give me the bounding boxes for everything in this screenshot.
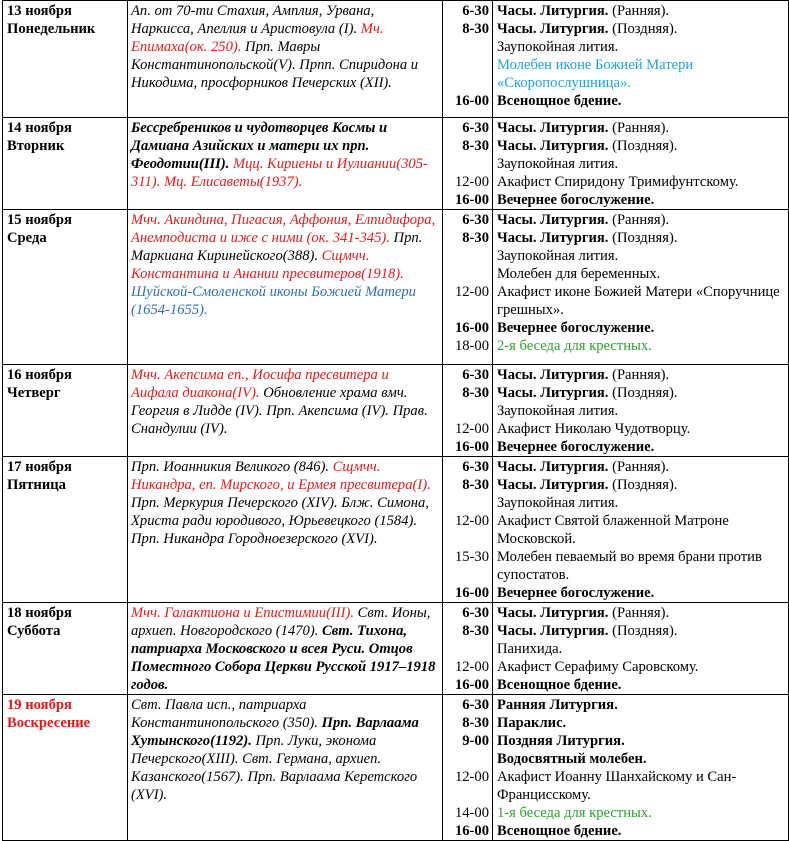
- service-entry: [497, 438, 786, 456]
- service-entry: [497, 584, 786, 602]
- service-entry: [497, 604, 786, 622]
- service-time: 16-00: [454, 439, 489, 455]
- service-entry: [497, 247, 786, 265]
- service-time: 6-30: [462, 367, 489, 383]
- service-entry: [497, 56, 786, 92]
- service-text: Заупокойная лития.: [497, 403, 619, 419]
- service-time: 12-00: [454, 513, 489, 529]
- service-text: (Поздняя).: [608, 138, 678, 154]
- commemoration-text: Прп. Иоанникия Великого (846).: [131, 459, 333, 475]
- service-text: Акафист Святой блаженной Матроне Московской.: [497, 513, 729, 547]
- commemoration-text: Свт. Ионы, архиеп. Новгородского (1470).: [131, 605, 431, 639]
- service-time: 8-30: [462, 715, 489, 731]
- service-entry: [497, 768, 786, 804]
- service-entry: [497, 173, 786, 191]
- service-text: Часы. Литургия.: [497, 138, 609, 154]
- day-date: 13 ноября: [7, 3, 72, 19]
- service-time: [445, 494, 489, 512]
- service-text: Вечернее богослужение.: [497, 585, 655, 601]
- service-entry: [497, 119, 786, 137]
- service-entry: [497, 402, 786, 420]
- day-row: [3, 457, 789, 603]
- service-text: (Поздняя).: [608, 385, 678, 401]
- services-cell: [493, 457, 789, 603]
- commemoration-text: Сщмчч. Никандра, еп. Мирского, и Ермея пресвитера(I).: [131, 459, 431, 493]
- commemoration-text: Мч. Епимаха(ок. 250).: [131, 21, 384, 55]
- service-text: Часы. Литургия.: [497, 385, 609, 401]
- service-schedule-table: [2, 0, 789, 841]
- service-time: [445, 155, 489, 173]
- service-entry: [497, 658, 786, 676]
- commemoration-text: Прп. Маркиана Киринейского(388).: [131, 230, 423, 264]
- day-date: 16 ноября: [7, 367, 72, 383]
- service-time: 16-00: [454, 823, 489, 839]
- service-time: 12-00: [454, 174, 489, 190]
- saints-cell: [128, 210, 443, 365]
- service-text: Вечернее богослужение.: [497, 320, 655, 336]
- service-time: [445, 247, 489, 265]
- service-text: Часы. Литургия.: [497, 459, 609, 475]
- service-text: Параклис.: [497, 715, 567, 731]
- service-entry: [497, 804, 786, 822]
- day-date: 17 ноября: [7, 459, 72, 475]
- service-time: [445, 265, 489, 283]
- commemoration-text: Мцц. Кириены и Иулиании(305-311). Мц. Елисаветы(1937).: [131, 156, 428, 190]
- saints-cell: [128, 457, 443, 603]
- day-weekday: Суббота: [7, 623, 61, 639]
- service-entry: [497, 229, 786, 247]
- commemoration-text: Мчч. Акепсима еп., Иосифа пресвитера и Аифала диакона(IV).: [131, 367, 389, 401]
- service-entry: [497, 92, 786, 110]
- service-time: 8-30: [462, 477, 489, 493]
- service-time: 12-00: [454, 421, 489, 437]
- service-text: Панихида.: [497, 641, 563, 657]
- saints-cell: [128, 365, 443, 457]
- service-text: (Поздняя).: [608, 230, 678, 246]
- service-entry: [497, 283, 786, 319]
- service-text: Часы. Литургия.: [497, 605, 609, 621]
- service-time: 16-00: [454, 320, 489, 336]
- service-entry: [497, 265, 786, 283]
- saints-cell: [128, 695, 443, 841]
- service-entry: [497, 38, 786, 56]
- commemoration-text: Обновление храма вмч. Георгия в Лидде (IV). Прп. Акепсима (IV). Прав. Снандулии (IV).: [131, 385, 428, 437]
- times-cell: [443, 210, 493, 365]
- services-cell: [493, 603, 789, 695]
- service-text: (Ранняя).: [608, 120, 670, 136]
- service-time: 16-00: [454, 585, 489, 601]
- times-cell: [443, 365, 493, 457]
- service-time: 12-00: [454, 769, 489, 785]
- service-text: Часы. Литургия.: [497, 212, 609, 228]
- service-entry: [497, 548, 786, 584]
- service-text: Часы. Литургия.: [497, 477, 609, 493]
- service-time: 14-00: [454, 805, 489, 821]
- day-row: [3, 1, 789, 118]
- service-time: 12-00: [454, 659, 489, 675]
- commemoration-text: Прп. Луки, эконома Печерского(XIII). Свт. Германа, архиеп. Казанского(1567). Прп. Варлаама Керетского (XVI).: [131, 733, 418, 803]
- times-cell: [443, 457, 493, 603]
- service-entry: [497, 696, 786, 714]
- commemoration-text: Бессребреников и чудотворцев Космы и Дамиана Азийских и матери их прп. Феодотии(III).: [131, 120, 388, 172]
- service-text: 1-я беседа для крестных.: [497, 805, 652, 821]
- service-entry: [497, 714, 786, 732]
- services-cell: [493, 365, 789, 457]
- date-cell: [3, 210, 128, 365]
- service-time: [445, 750, 489, 768]
- service-time: 16-00: [454, 677, 489, 693]
- service-entry: [497, 2, 786, 20]
- day-weekday: Четверг: [7, 385, 61, 401]
- service-text: (Ранняя).: [608, 212, 670, 228]
- times-cell: [443, 1, 493, 118]
- service-entry: [497, 458, 786, 476]
- commemoration-text: Шуйской-Смоленской иконы Божией Матери (1654-1655).: [131, 284, 416, 318]
- service-time: 12-00: [454, 284, 489, 300]
- service-text: Акафист Николаю Чудотворцу.: [497, 421, 691, 437]
- commemoration-text: Сщмчч. Константина и Анании пресвитеров(1918).: [131, 248, 404, 282]
- service-time: 8-30: [462, 230, 489, 246]
- service-entry: [497, 750, 786, 768]
- date-cell: [3, 603, 128, 695]
- service-entry: [497, 155, 786, 173]
- service-time: 6-30: [462, 120, 489, 136]
- service-entry: [497, 676, 786, 694]
- service-text: Молебен певаемый во время брани против супостатов.: [497, 549, 762, 583]
- times-cell: [443, 695, 493, 841]
- service-entry: [497, 319, 786, 337]
- service-entry: [497, 420, 786, 438]
- day-row: [3, 210, 789, 365]
- service-time: 8-30: [462, 623, 489, 639]
- service-time: [445, 56, 489, 92]
- services-cell: [493, 118, 789, 210]
- service-entry: [497, 337, 786, 355]
- service-entry: [497, 732, 786, 750]
- service-text: (Поздняя).: [608, 21, 678, 37]
- service-entry: [497, 384, 786, 402]
- service-entry: [497, 822, 786, 840]
- date-cell: [3, 457, 128, 603]
- service-text: Часы. Литургия.: [497, 3, 609, 19]
- service-text: Акафист Спиридону Тримифунтскому.: [497, 174, 739, 190]
- saints-cell: [128, 118, 443, 210]
- service-text: Акафист Иоанну Шанхайскому и Сан-Францисскому.: [497, 769, 737, 803]
- service-entry: [497, 211, 786, 229]
- day-row: [3, 603, 789, 695]
- saints-cell: [128, 603, 443, 695]
- schedule-body: [3, 1, 789, 841]
- services-cell: [493, 1, 789, 118]
- service-entry: [497, 191, 786, 209]
- service-entry: [497, 476, 786, 494]
- service-text: (Ранняя).: [608, 367, 670, 383]
- service-time: 6-30: [462, 3, 489, 19]
- commemoration-text: Прп. Варлаама Хутынского(1192).: [131, 715, 419, 749]
- service-text: Водосвятный молебен.: [497, 751, 647, 767]
- service-time: 6-30: [462, 459, 489, 475]
- service-text: (Поздняя).: [608, 623, 678, 639]
- day-date: 19 ноября: [7, 697, 72, 713]
- day-row: [3, 365, 789, 457]
- service-text: Вечернее богослужение.: [497, 439, 655, 455]
- service-text: (Поздняя).: [608, 477, 678, 493]
- services-cell: [493, 210, 789, 365]
- service-text: Акафист иконе Божией Матери «Споручнице грешных».: [497, 284, 780, 318]
- day-weekday: Среда: [7, 230, 47, 246]
- date-cell: [3, 695, 128, 841]
- date-cell: [3, 118, 128, 210]
- day-row: [3, 695, 789, 841]
- service-text: Всенощное бдение.: [497, 93, 622, 109]
- services-cell: [493, 695, 789, 841]
- service-text: (Ранняя).: [608, 459, 670, 475]
- service-time: 16-00: [454, 192, 489, 208]
- day-weekday: Вторник: [7, 138, 65, 154]
- service-time: 16-00: [454, 93, 489, 109]
- service-text: (Ранняя).: [608, 3, 670, 19]
- commemoration-text: Мчч. Галактиона и Епистимии(III).: [131, 605, 355, 621]
- service-text: Молебен для беременных.: [497, 266, 661, 282]
- service-text: Часы. Литургия.: [497, 367, 609, 383]
- service-text: Акафист Серафиму Саровскому.: [497, 659, 699, 675]
- day-weekday: Воскресение: [7, 715, 91, 731]
- service-entry: [497, 640, 786, 658]
- service-time: 15-30: [454, 549, 489, 565]
- service-text: 2-я беседа для крестных.: [497, 338, 652, 354]
- day-weekday: Пятница: [7, 477, 66, 493]
- commemoration-text: Мчч. Акиндина, Пигасия, Аффония, Елпидифора, Анемподиста и иже с ними (ок. 341-345).: [131, 212, 436, 246]
- service-entry: [497, 622, 786, 640]
- commemoration-text: Прп. Мавры Константинопольской(V). Прпп. Спиридона и Никодима, просфорников Печерских (XII).: [131, 39, 419, 91]
- times-cell: [443, 603, 493, 695]
- service-text: Часы. Литургия.: [497, 21, 609, 37]
- service-text: Часы. Литургия.: [497, 230, 609, 246]
- day-date: 18 ноября: [7, 605, 72, 621]
- service-text: Заупокойная лития.: [497, 248, 619, 264]
- service-entry: [497, 366, 786, 384]
- service-text: Поздняя Литургия.: [497, 733, 625, 749]
- service-text: Всенощное бдение.: [497, 823, 622, 839]
- day-date: 15 ноября: [7, 212, 72, 228]
- service-entry: [497, 137, 786, 155]
- service-entry: [497, 20, 786, 38]
- service-entry: [497, 494, 786, 512]
- commemoration-text: Свт. Павла исп., патриарха Константинопольского (350).: [131, 697, 322, 731]
- commemoration-text: Ап. от 70-ти Стахия, Амплия, Урвана, Наркисса, Апеллия и Аристовула (I).: [131, 3, 375, 37]
- service-time: 9-00: [462, 733, 489, 749]
- service-time: 8-30: [462, 21, 489, 37]
- day-weekday: Понедельник: [7, 21, 96, 37]
- service-text: Заупокойная лития.: [497, 156, 619, 172]
- times-cell: [443, 118, 493, 210]
- day-row: [3, 118, 789, 210]
- service-text: (Ранняя).: [608, 605, 670, 621]
- service-text: Заупокойная лития.: [497, 495, 619, 511]
- day-date: 14 ноября: [7, 120, 72, 136]
- commemoration-text: Прп. Меркурия Печерского (XIV). Блж. Симона, Христа ради юродивого, Юрьевецкого (1584). Прп. Никандра Городноезерского (XVI).: [131, 495, 429, 547]
- service-text: Заупокойная лития.: [497, 39, 619, 55]
- date-cell: [3, 1, 128, 118]
- date-cell: [3, 365, 128, 457]
- service-time: [445, 640, 489, 658]
- service-time: 8-30: [462, 385, 489, 401]
- service-time: [445, 402, 489, 420]
- commemoration-text: Свт. Тихона, патриарха Московского и всея Руси. Отцов Поместного Собора Церкви Русской 1917–1918 годов.: [131, 623, 436, 693]
- service-text: Часы. Литургия.: [497, 623, 609, 639]
- service-text: Ранняя Литургия.: [497, 697, 618, 713]
- service-text: Молебен иконе Божией Матери «Скоропослушница».: [497, 57, 694, 91]
- service-text: Вечернее богослужение.: [497, 192, 655, 208]
- service-time: [445, 38, 489, 56]
- service-time: 18-00: [454, 338, 489, 354]
- service-entry: [497, 512, 786, 548]
- service-time: 8-30: [462, 138, 489, 154]
- service-time: 6-30: [462, 697, 489, 713]
- saints-cell: [128, 1, 443, 118]
- service-text: Всенощное бдение.: [497, 677, 622, 693]
- service-time: 6-30: [462, 212, 489, 228]
- service-text: Часы. Литургия.: [497, 120, 609, 136]
- service-time: 6-30: [462, 605, 489, 621]
